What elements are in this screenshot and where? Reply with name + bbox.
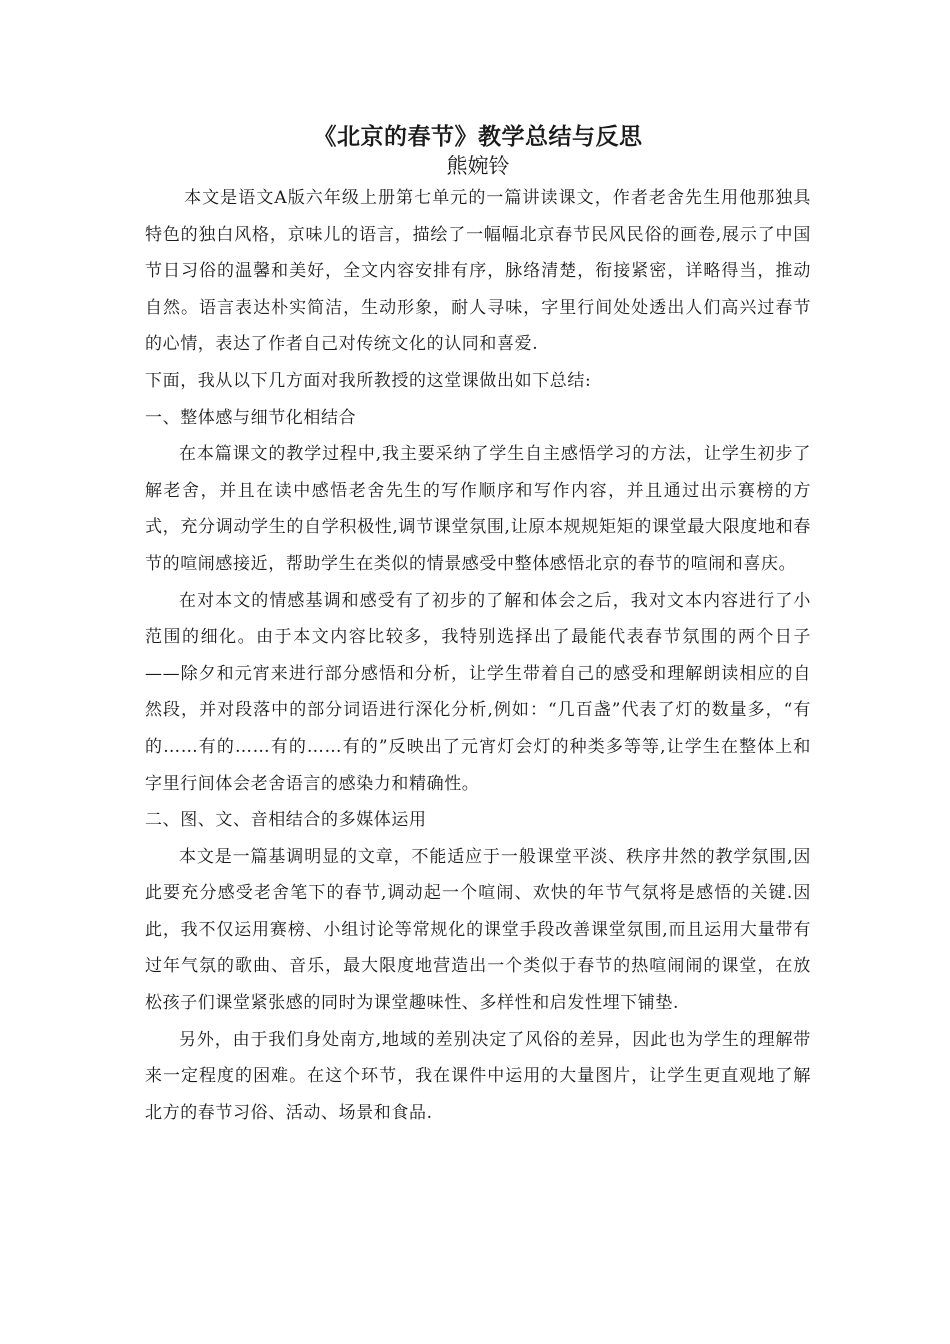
- lead-in-text: 下面，我从以下几方面对我所教授的这堂课做出如下总结:: [145, 370, 592, 391]
- body-paragraph: 本文是一篇基调明显的文章，不能适应于一般课堂平淡、秩序井然的教学氛围,因此要充分感受老舍笔下的春节,调动起一个喧闹、欢快的年节气氛将是感悟的关键.因此，我不仅运用赛榜、小组讨论等常规化的课堂手段改善课堂氛围,而且运用大量带有过年气氛的歌曲、音乐，最大限度地营造出一个类似于春节的热喧闹闹的课堂，在放松孩子们课堂紧张感的同时为课堂趣味性、多样性和启发性埋下铺垫.: [145, 846, 811, 1014]
- section-heading-2: 二、图、文、音相结合的多媒体运用: [145, 810, 427, 831]
- document-title: 《北京的春节》教学总结与反思: [313, 123, 643, 150]
- body-paragraph: 在本篇课文的教学过程中,我主要采纳了学生自主感悟学习的方法，让学生初步了解老舍，并且在读中感悟老舍先生的写作顺序和写作内容，并且通过出示赛榜的方式，充分调动学生的自学积极性,调节课堂氛围,让原本规规矩矩的课堂最大限度地和春节的喧闹感接近，帮助学生在类似的情景感受中整体感悟北京的春节的喧闹和喜庆。: [145, 444, 811, 574]
- author-name: 熊婉铃: [446, 154, 510, 178]
- section-heading-1: 一、整体感与细节化相结合: [145, 407, 357, 428]
- intro-paragraph: 本文是语文A版六年级上册第七单元的一篇讲读课文，作者老舍先生用他那独具特色的独白风格，京味儿的语言，描绘了一幅幅北京春节民风民俗的画卷,展示了中国节日习俗的温馨和美好，全文内容安排有序，脉络清楚，衔接紧密，详略得当，推动自然。语言表达朴实简洁，生动形象，耐人寻味，字里行间处处透出人们高兴过春节的心情，表达了作者自己对传统文化的认同和喜爱.: [145, 188, 811, 355]
- body-paragraph: 在对本文的情感基调和感受有了初步的了解和体会之后，我对文本内容进行了小范围的细化。由于本文内容比较多，我特别选择出了最能代表春节氛围的两个日子——除夕和元宵来进行部分感悟和分析，让学生带着自己的感受和理解朗读相应的自然段，并对段落中的部分词语进行深化分析,例如：“几百盏”代表了灯的数量多，“有的……有的……有的……有的”反映出了元宵灯会灯的种类多等等,让学生在整体上和字里行间体会老舍语言的感染力和精确性。: [145, 590, 811, 794]
- body-paragraph: 另外，由于我们身处南方,地域的差别决定了风俗的差异，因此也为学生的理解带来一定程度的困难。在这个环节，我在课件中运用的大量图片，让学生更直观地了解北方的春节习俗、活动、场景和食品.: [145, 1029, 811, 1123]
- document-page: [145, 120, 811, 1131]
